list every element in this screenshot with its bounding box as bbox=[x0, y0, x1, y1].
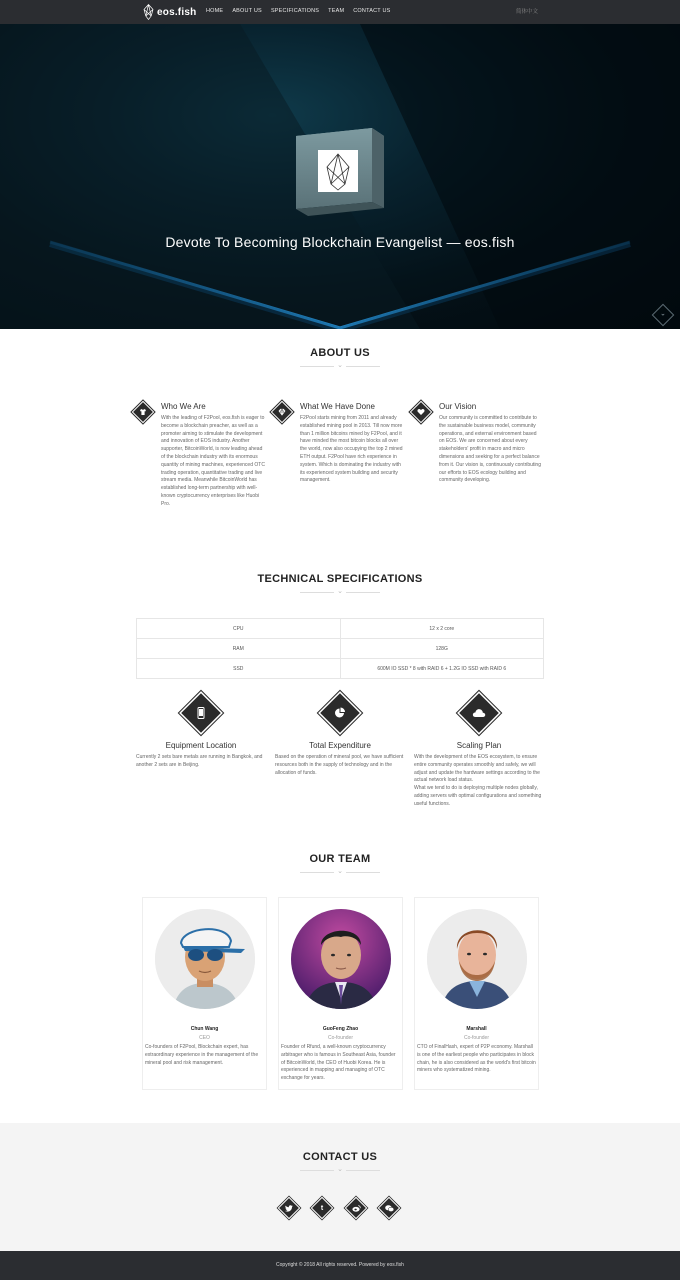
nav-specifications[interactable]: SPECIFICATIONS bbox=[270, 8, 320, 14]
member-bio: Co-founders of F2Pool, Blockchain expert, has extraordinary experience in the management of the mineral pool and risk management. bbox=[145, 1044, 259, 1066]
member-name: Marshall bbox=[466, 1026, 487, 1032]
chevron-down-icon: ⌄ bbox=[337, 588, 343, 595]
spec-key: CPU bbox=[137, 619, 341, 639]
chevron-down-icon: ⌄ bbox=[337, 362, 343, 369]
feature-heading: Equipment Location bbox=[165, 741, 237, 750]
about-heading: Who We Are bbox=[161, 402, 206, 411]
nav-team[interactable]: TEAM bbox=[328, 8, 345, 14]
section-divider bbox=[300, 868, 380, 876]
main-menu bbox=[206, 8, 391, 14]
pie-chart-icon bbox=[320, 693, 360, 733]
member-role: Co-founder bbox=[463, 1035, 489, 1041]
wechat-icon bbox=[379, 1198, 399, 1218]
team-card-guofeng-zhao bbox=[278, 897, 403, 1090]
hero-title: Devote To Becoming Blockchain Evangelist — eos.fish bbox=[165, 234, 515, 250]
avatar bbox=[155, 909, 255, 1009]
spec-value: 12 x 2 core bbox=[340, 619, 544, 639]
cloud-icon bbox=[459, 693, 499, 733]
about-text: F2Pool starts mining from 2011 and already established mining pool in 2013. Till now more than 1 million bitcoins mined by F2Pool, and it have minded the most bitcoin blocks all over the world, now also occupying the top 2 mined ETH output. F2Pool have rich experience in system. Which is dominating the industry with its experienced system building and security management. bbox=[300, 415, 403, 484]
tumblr-icon: t bbox=[320, 1204, 324, 1212]
chevron-down-icon: ⌄ bbox=[337, 868, 343, 875]
social-wechat-button[interactable] bbox=[379, 1198, 399, 1218]
member-name: Chun Wang bbox=[190, 1026, 219, 1032]
chevron-down-icon: ⌄ bbox=[337, 1166, 343, 1173]
nav-about-us[interactable]: ABOUT US bbox=[232, 8, 262, 14]
hero-banner bbox=[0, 24, 680, 329]
about-text: Our community is committed to contribute to the sustainable business model, community operations, and external environment based on EOS. We are concerned about every stakeholders' profit in macro and micro dimensions and seeking for a perfect balance from it. Our vision is, continuously contributing our efforts to EOS ecology building and community developing. bbox=[439, 415, 541, 484]
member-bio: CTO of FinalHash, expert of P2P economy. Marshall is one of the earliest people who participates in block chain, he is also considered as the world's first bitcoin miners who systematized mining. bbox=[417, 1044, 536, 1074]
feature-total-expenditure bbox=[275, 693, 405, 777]
heart-icon bbox=[413, 404, 429, 420]
brand-name: eos.fish bbox=[157, 6, 197, 18]
spec-key: RAM bbox=[137, 639, 341, 659]
spec-value: 600M IO SSD * 8 with RAID 6 + 1.2G IO SSD with RAID 6 bbox=[340, 659, 544, 679]
specs-table bbox=[136, 618, 544, 679]
brand-logo[interactable] bbox=[143, 4, 196, 20]
feature-text: Currently 2 sets bare metals are running in Bangkok, and another 2 sets are in Beijing. bbox=[136, 754, 263, 768]
diamond-icon bbox=[274, 404, 290, 420]
weibo-icon bbox=[346, 1198, 366, 1218]
feature-heading: Total Expenditure bbox=[309, 741, 371, 750]
tshirt-icon bbox=[135, 404, 151, 420]
about-section-title: ABOUT US bbox=[310, 347, 370, 359]
eos-cube-icon bbox=[296, 128, 384, 216]
section-divider bbox=[300, 1166, 380, 1174]
table-row bbox=[137, 659, 544, 679]
table-row bbox=[137, 639, 544, 659]
feature-text: Based on the operation of mineral pool, we have sufficient resources both in the supply of technology and in the allocation of funds. bbox=[275, 754, 404, 776]
social-twitter-button[interactable] bbox=[279, 1198, 299, 1218]
footer bbox=[0, 1251, 680, 1280]
team-card-chun-wang bbox=[142, 897, 267, 1090]
hero-background-art bbox=[0, 24, 680, 329]
member-role: Co-founder bbox=[327, 1035, 353, 1041]
team-card-marshall bbox=[414, 897, 539, 1090]
avatar bbox=[291, 909, 391, 1009]
copyright-text: Copyright © 2018 All rights reserved. Powered by eos.fish bbox=[276, 1262, 404, 1268]
about-heading: What We Have Done bbox=[300, 402, 375, 411]
language-switch[interactable]: 简体中文 bbox=[516, 9, 539, 15]
spec-value: 128G bbox=[340, 639, 544, 659]
feature-scaling-plan bbox=[414, 693, 544, 809]
contact-section-title: CONTACT US bbox=[302, 1151, 378, 1163]
eos-logo-icon bbox=[143, 4, 154, 20]
member-role: CEO bbox=[199, 1035, 210, 1041]
social-weibo-button[interactable] bbox=[346, 1198, 366, 1218]
nav-home[interactable]: HOME bbox=[206, 8, 224, 14]
member-bio: Founder of Rfund, a well-known cryptocurrency arbitrager who is famous in Southeast Asia, founder of BitcoinWorld, the CEO of Huobi Korea. He is experienced in mapping and managing of OTC exchange for years. bbox=[281, 1044, 396, 1082]
feature-equipment-location bbox=[136, 693, 266, 770]
avatar bbox=[427, 909, 527, 1009]
mobile-icon bbox=[181, 693, 221, 733]
about-text: With the leading of F2Pool, eos.fish is eager to become a blockchain preacher, as well as a promoter aiming to stimulate the development and innovation of EOS industry. Another supporter, BitcoinWorld, is now leading ahead of the blockchain industry with its enormous quantity of mining machines, experienced OTC trading operation, quantitative trading and live stream media. Meanwhile BitcoinWorld has established long-term partnership with well-known cryptocurrency enterprises like Huobi Pro. bbox=[161, 415, 265, 507]
member-name: GuoFeng Zhao bbox=[322, 1026, 359, 1032]
section-divider bbox=[300, 362, 380, 370]
contact-section bbox=[0, 1123, 680, 1251]
top-navbar bbox=[0, 0, 680, 24]
section-divider bbox=[300, 588, 380, 596]
spec-key: SSD bbox=[137, 659, 341, 679]
chevron-down-icon: ⌄ bbox=[660, 310, 666, 318]
feature-text: With the development of the EOS ecosystem, to ensure entire community operates smoothly and safely, we will adjust and update the hardware settings according to the actual network load status. What we tend to do is deploying multiple nodes globally, adding servers with optimal configurations and something useful functions. bbox=[414, 754, 542, 807]
table-row bbox=[137, 619, 544, 639]
twitter-icon bbox=[279, 1198, 299, 1218]
feature-heading: Scaling Plan bbox=[456, 741, 502, 750]
specs-section-title: TECHNICAL SPECIFICATIONS bbox=[257, 573, 423, 585]
about-heading: Our Vision bbox=[439, 402, 477, 411]
nav-contact-us[interactable]: CONTACT US bbox=[353, 8, 391, 14]
team-section-title: OUR TEAM bbox=[309, 853, 371, 865]
social-tumblr-button[interactable] bbox=[312, 1198, 332, 1218]
